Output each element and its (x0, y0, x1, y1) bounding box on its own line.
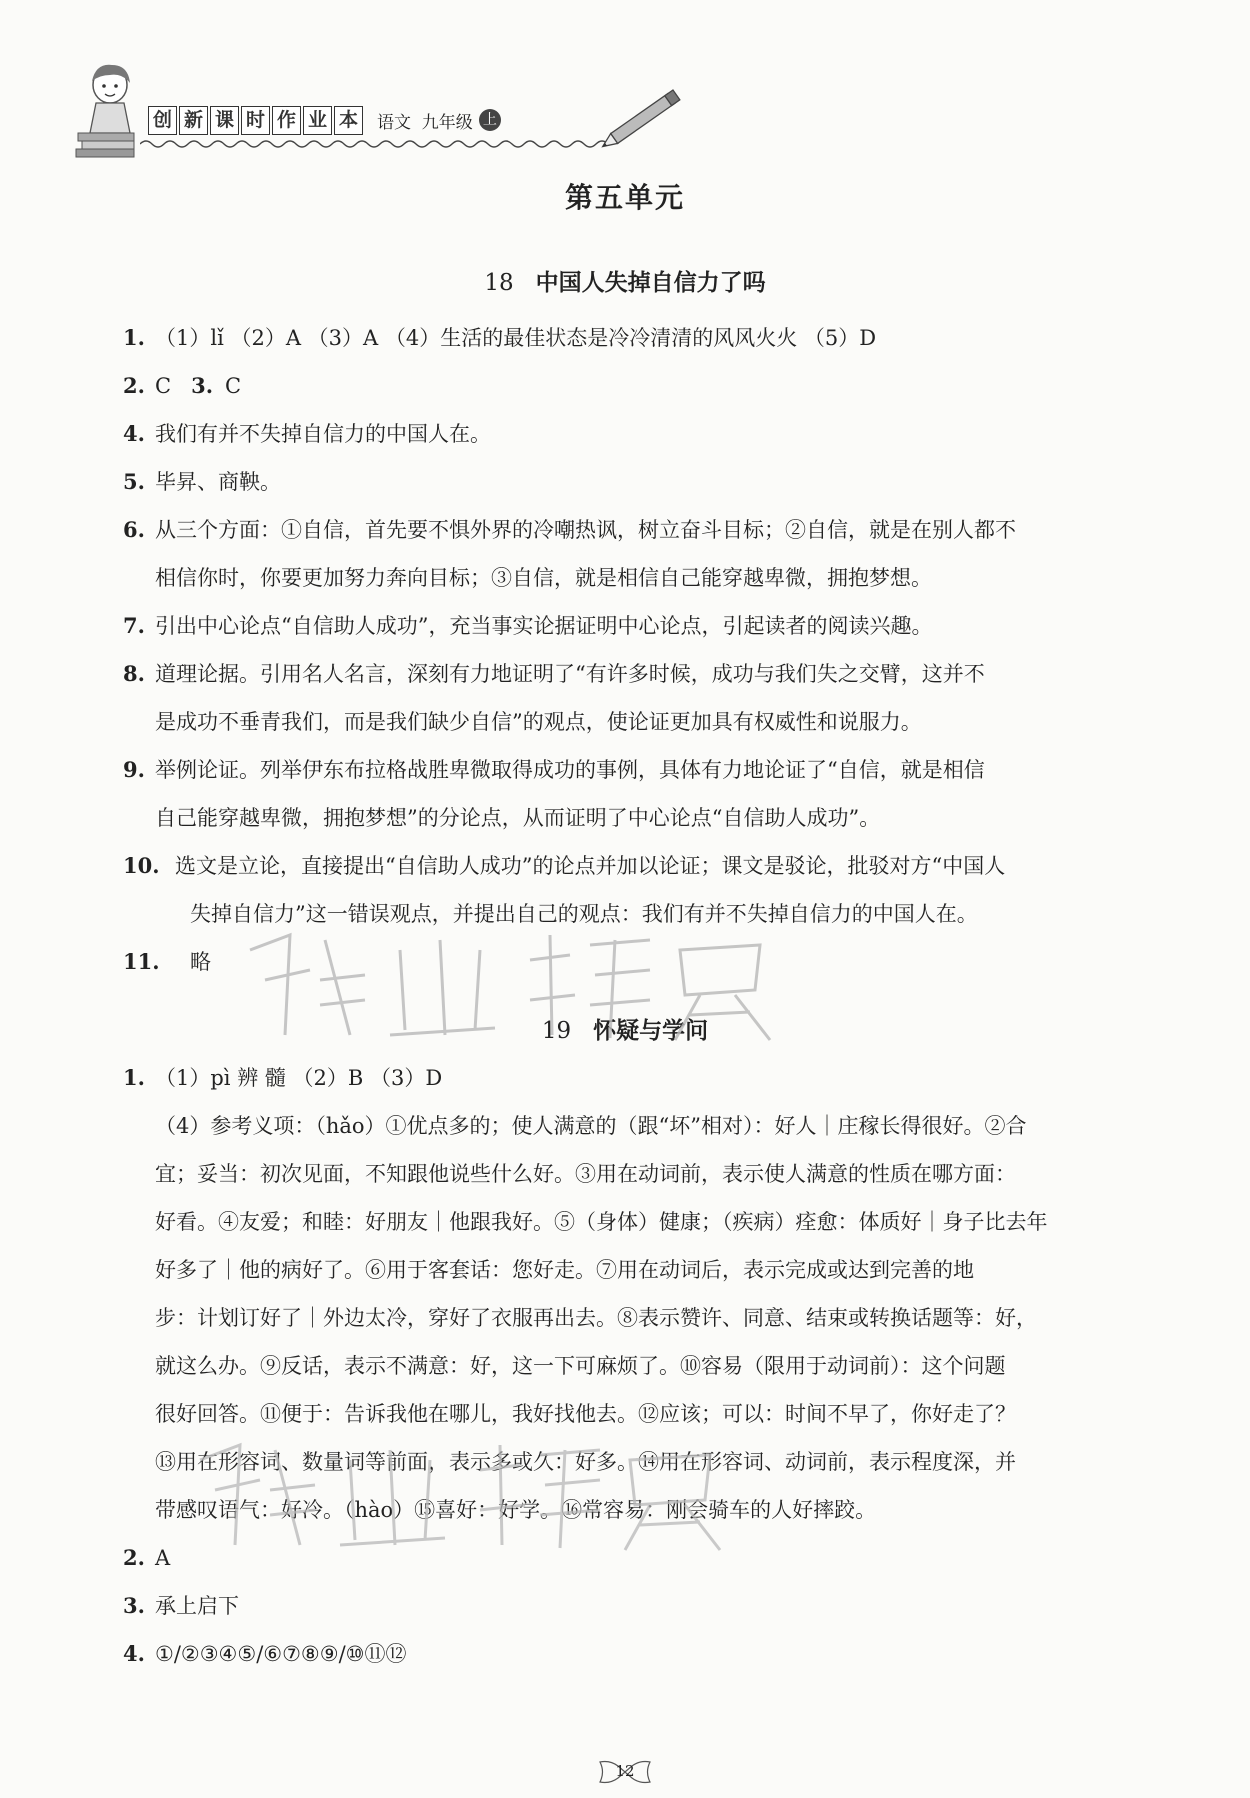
answer-line: 引出中心论点“自信助人成功”，充当事实论据证明中心论点，引起读者的阅读兴趣。 (155, 614, 933, 638)
page-number (590, 1758, 660, 1786)
unit-title: 第五单元 (564, 181, 685, 214)
brand-char: 业 (303, 106, 332, 135)
answer-line: 好多了｜他的病好了。⑥用于客套话：您好走。⑦用在动词后，表示完成或达到完善的地 (155, 1258, 974, 1282)
answer-line: 就这么办。⑨反话，表示不满意：好，这一下可麻烦了。⑩容易（限用于动词前）：这个问题 (155, 1354, 1006, 1378)
question-number: 4. (123, 421, 145, 446)
question-number: 2. (123, 373, 145, 398)
lesson-18-title (0, 264, 1250, 297)
answer-text: C (225, 374, 242, 398)
answer-line: 相信你时，你要更加努力奔向目标；③自信，就是相信自己能穿越卑微，拥抱梦想。 (155, 566, 932, 590)
question-number: 1. (123, 1065, 145, 1090)
answer-line: 我们有并不失掉自信力的中国人在。 (155, 422, 491, 446)
question-number: 7. (123, 613, 145, 638)
brand-char: 作 (272, 106, 301, 135)
student-mascot-icon (70, 55, 150, 160)
lesson-name: 怀疑与学问 (593, 1018, 709, 1044)
pencil-icon (590, 83, 695, 155)
lesson-number: 19 (541, 1018, 572, 1044)
brand-char: 创 (148, 106, 177, 135)
brand-char: 本 (334, 106, 363, 135)
answer-line: 好看。④友爱；和睦：好朋友｜他跟我好。⑤（身体）健康；（疾病）痊愈：体质好｜身子比去年 (155, 1210, 1048, 1234)
question-number: 3. (191, 373, 214, 398)
answer-line: 从三个方面：①自信，首先要不惧外界的冷嘲热讽，树立奋斗目标；②自信，就是在别人都不 (155, 518, 1016, 542)
brand-char: 时 (241, 106, 270, 135)
lesson-name: 中国人失掉自信力了吗 (535, 270, 766, 296)
subject-grade: 语文 九年级 (377, 112, 473, 133)
page-number-text: 12 (615, 1762, 635, 1780)
answer-line: 失掉自信力”这一错误观点，并提出自己的观点：我们有并不失掉自信力的中国人在。 (190, 902, 978, 926)
answer-line: 步：计划订好了｜外边太冷，穿好了衣服再出去。⑧表示赞许、同意、结束或转换话题等：好， (155, 1306, 1037, 1330)
answer-line: 是成功不垂青我们，而是我们缺少自信”的观点，使论证更加具有权威性和说服力。 (155, 710, 922, 734)
answer-line: 宜；妥当：初次见面，不知跟他说些什么好。③用在动词前，表示使人满意的性质在哪方面： (155, 1162, 1016, 1186)
answer-line (155, 374, 1185, 398)
answer-line: 选文是立论，直接提出“自信助人成功”的论点并加以论证；课文是驳论，批驳对方“中国人 (175, 854, 1006, 878)
lesson-19-title (0, 1012, 1250, 1045)
question-number: 4. (123, 1641, 145, 1666)
answer-line: 举例论证。列举伊东布拉格战胜卑微取得成功的事例，具体有力地论证了“自信，就是相信 (155, 758, 985, 782)
answer-line: 很好回答。⑪便于：告诉我他在哪儿，我好找他去。⑫应该；可以：时间不早了，你好走了？ (155, 1402, 1016, 1426)
page-header (70, 55, 650, 160)
question-number: 8. (123, 661, 145, 686)
answer-line: （4）参考义项：（hǎo）①优点多的；使人满意的（跟“坏”相对）：好人｜庄稼长得很好。②合 (155, 1114, 1027, 1138)
volume-badge: 上 (479, 109, 501, 131)
question-number: 5. (123, 469, 145, 494)
question-number: 3. (123, 1593, 145, 1618)
lesson-number: 18 (484, 270, 514, 296)
question-number: 6. (123, 517, 145, 542)
answer-line: （1）pì 辨 髓 （2）B （3）D (155, 1066, 443, 1090)
answer-line: 自己能穿越卑微，拥抱梦想”的分论点，从而证明了中心论点“自信助人成功”。 (155, 806, 881, 830)
answer-line: 毕昇、商鞅。 (155, 470, 281, 494)
question-number: 11. (123, 949, 160, 974)
answer-line: 带感叹语气：好冷。（hào）⑮喜好：好学。⑯常容易：刚会骑车的人好摔跤。 (155, 1498, 877, 1522)
answer-line: 承上启下 (155, 1594, 239, 1618)
answer-line: 略 (190, 950, 211, 974)
question-number: 10. (123, 853, 160, 878)
answer-line: ①/②③④⑤/⑥⑦⑧⑨/⑩⑪⑫ (155, 1642, 407, 1666)
answer-text: C (155, 374, 192, 398)
brand-title (148, 103, 501, 137)
answer-line: 道理论据。引用名人名言，深刻有力地证明了“有许多时候，成功与我们失之交臂，这并不 (155, 662, 985, 686)
question-number: 2. (123, 1545, 145, 1570)
answer-line: A (155, 1546, 171, 1570)
brand-char: 新 (179, 106, 208, 135)
question-number: 1. (123, 325, 145, 350)
answer-line: ⑬用在形容词、数量词等前面，表示多或久：好多。⑭用在形容词、动词前，表示程度深，并 (155, 1450, 1016, 1474)
wave-divider-icon (140, 137, 610, 151)
question-number: 9. (123, 757, 145, 782)
answer-line: （1）lǐ （2）A （3）A （4）生活的最佳状态是冷冷清清的风风火火 （5）D (155, 326, 877, 350)
brand-char: 课 (210, 106, 239, 135)
